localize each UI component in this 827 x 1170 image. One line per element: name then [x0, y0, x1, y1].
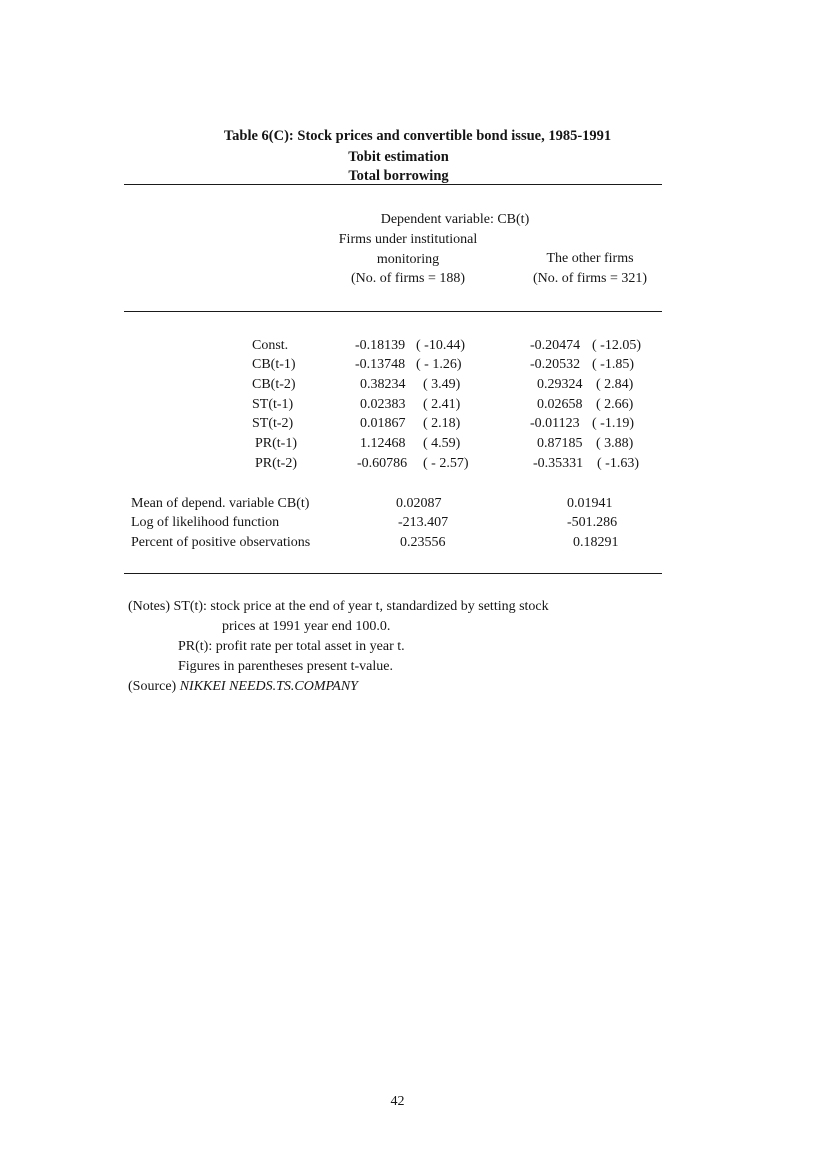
row-label: Const.: [252, 338, 289, 353]
dependent-variable-label: Dependent variable: CB(t): [380, 212, 530, 227]
bottom-rule: [124, 573, 662, 574]
col1-t-value: ( 2.41): [423, 397, 461, 412]
col2-coefficient: -0.20474: [530, 338, 581, 353]
source-prefix: (Source): [128, 679, 180, 694]
top-rule: [124, 184, 662, 185]
col1-coefficient: 0.01867: [360, 416, 406, 431]
col2-coefficient: -0.01123: [530, 416, 580, 431]
col1-coefficient: -0.18139: [355, 338, 406, 353]
col2-coefficient: -0.20532: [530, 357, 581, 372]
col1-coefficient: -0.60786: [357, 456, 408, 471]
col2-t-value: ( -1.63): [597, 456, 639, 471]
col2-t-value: ( 2.66): [596, 397, 634, 412]
col1-header-line3: (No. of firms = 188): [350, 271, 466, 286]
col1-coefficient: 0.02383: [360, 397, 406, 412]
col2-t-value: ( -1.19): [592, 416, 634, 431]
col2-t-value: ( -12.05): [592, 338, 641, 353]
col2-t-value: ( 2.84): [596, 377, 634, 392]
table-subtitle-method: Tobit estimation: [348, 149, 449, 165]
col1-header-line2: monitoring: [376, 252, 440, 267]
note-line: (Notes) ST(t): stock price at the end of year t, standardized by setting stock: [128, 599, 549, 614]
col1-t-value: ( 3.49): [423, 377, 461, 392]
col1-t-value: ( 2.18): [423, 416, 461, 431]
page-number: 42: [390, 1094, 405, 1109]
col1-t-value: ( -10.44): [416, 338, 465, 353]
col2-coefficient: 0.29324: [537, 377, 583, 392]
stat-label: Mean of depend. variable CB(t): [131, 496, 310, 511]
row-label: PR(t-2): [255, 456, 297, 471]
col1-t-value: ( 4.59): [423, 436, 461, 451]
col2-coefficient: 0.02658: [537, 397, 583, 412]
col1-t-value: ( - 1.26): [416, 357, 462, 372]
row-label: CB(t-1): [252, 357, 296, 372]
col2-coefficient: 0.87185: [537, 436, 583, 451]
col2-coefficient: -0.35331: [533, 456, 584, 471]
row-label: ST(t-1): [252, 397, 294, 412]
col2-stat-value: 0.01941: [567, 496, 613, 511]
row-label: CB(t-2): [252, 377, 296, 392]
col2-stat-value: 0.18291: [573, 535, 619, 550]
col1-stat-value: 0.02087: [396, 496, 442, 511]
table-title: Table 6(C): Stock prices and convertible bond issue, 1985-1991: [223, 128, 612, 144]
source-name: NIKKEI NEEDS.TS.COMPANY: [179, 679, 358, 694]
header-rule: [124, 311, 662, 312]
col2-header-line1: The other firms: [546, 251, 634, 266]
col1-header-line1: Firms under institutional: [338, 232, 478, 247]
col2-header-line2: (No. of firms = 321): [532, 271, 648, 286]
col2-t-value: ( 3.88): [596, 436, 634, 451]
col1-stat-value: 0.23556: [400, 535, 446, 550]
source-line: [128, 679, 358, 695]
stat-label: Percent of positive observations: [131, 535, 311, 550]
row-label: ST(t-2): [252, 416, 294, 431]
col1-coefficient: -0.13748: [355, 357, 406, 372]
row-label: PR(t-1): [255, 436, 297, 451]
col1-coefficient: 1.12468: [360, 436, 406, 451]
note-line: Figures in parentheses present t-value.: [178, 659, 393, 674]
note-line: PR(t): profit rate per total asset in year t.: [178, 639, 405, 654]
col1-stat-value: -213.407: [398, 515, 449, 530]
col1-t-value: ( - 2.57): [423, 456, 469, 471]
note-line: prices at 1991 year end 100.0.: [222, 619, 391, 634]
col2-t-value: ( -1.85): [592, 357, 634, 372]
col1-coefficient: 0.38234: [360, 377, 406, 392]
col2-stat-value: -501.286: [567, 515, 618, 530]
stat-label: Log of likelihood function: [131, 515, 280, 530]
table-subtitle-sample: Total borrowing: [348, 168, 449, 184]
